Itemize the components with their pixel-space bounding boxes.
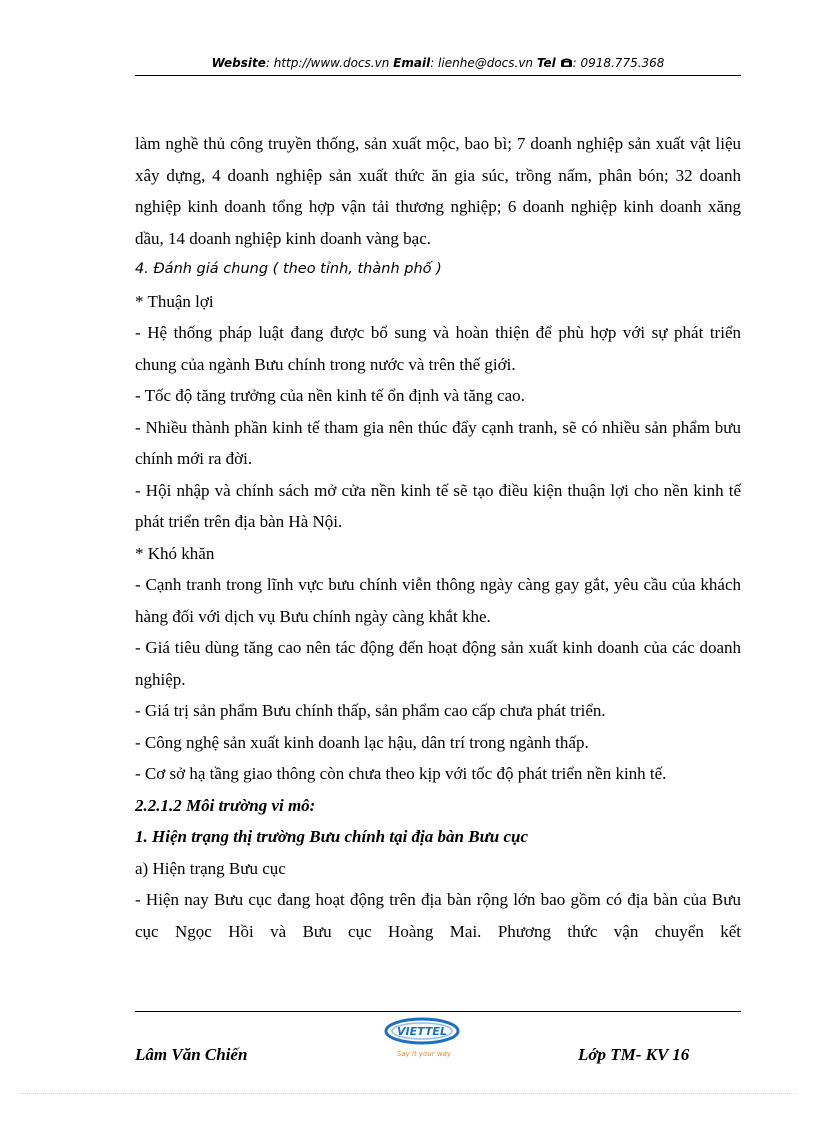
viettel-logo	[378, 1016, 470, 1062]
paragraph: - Giá trị sản phẩm Bưu chính thấp, sản phẩm cao cấp chưa phát triển.	[135, 701, 606, 720]
paragraph: - Cạnh tranh trong lĩnh vực bưu chính viễn thông ngày càng gay gắt, yêu cầu của khách hàng đối với dịch vụ Bưu chính ngày càng khắt khe.	[135, 575, 741, 626]
website-value: : http://www.docs.vn	[265, 56, 390, 70]
subheading: * Thuận lợi	[135, 291, 214, 311]
body-text	[135, 128, 741, 947]
logo-slogan: Say it your way	[396, 1050, 452, 1058]
paragraph: - Giá tiêu dùng tăng cao nên tác động đến hoạt động sản xuất kinh doanh của các doanh nghiệp.	[135, 638, 741, 689]
paragraph: - Công nghệ sản xuất kinh doanh lạc hậu, dân trí trong ngành thấp.	[135, 732, 589, 752]
section-heading: 4. Đánh giá chung ( theo tỉnh, thành phố )	[135, 261, 442, 277]
paragraph: - Hội nhập và chính sách mở cửa nền kinh tế sẽ tạo điều kiện thuận lợi cho nền kinh tế phát triển trên địa bàn Hà Nội.	[135, 480, 741, 531]
section-heading: 1. Hiện trạng thị trường Bưu chính tại địa bàn Bưu cục	[135, 827, 529, 846]
logo-text: VIETTEL	[397, 1025, 447, 1038]
paragraph: - Cơ sở hạ tầng giao thông còn chưa theo kịp với tốc độ phát triển nền kinh tế.	[135, 764, 667, 783]
tel-value: : 0918.775.368	[572, 56, 665, 70]
paragraph: - Nhiều thành phần kinh tế tham gia nên thúc đẩy cạnh tranh, sẽ có nhiều sản phẩm bưu chính mới ra đời.	[135, 417, 741, 468]
website-label: Website	[211, 56, 266, 70]
footer-class: Lớp TM- KV 16	[578, 1045, 690, 1064]
page-bottom-border	[20, 1093, 796, 1094]
subheading: * Khó khăn	[135, 543, 215, 563]
phone-icon	[560, 57, 573, 68]
paragraph: - Hệ thống pháp luật đang được bổ sung và hoàn thiện để phù hợp với sự phát triển chung của ngành Bưu chính trong nước và trên thế giới.	[135, 323, 741, 374]
paragraph: - Hiện nay Bưu cục đang hoạt động trên địa bàn rộng lớn bao gồm có địa bàn của Bưu cục Ngọc Hồi và Bưu cục Hoàng Mai. Phương thức vận chuyển kết	[135, 890, 741, 941]
tel-label: Tel	[536, 56, 556, 70]
paragraph: - Tốc độ tăng trưởng của nền kinh tế ổn định và tăng cao.	[135, 386, 525, 405]
footer-rule	[135, 1011, 741, 1012]
footer-author: Lâm Văn Chiến	[135, 1045, 248, 1064]
header-rule	[135, 75, 741, 76]
paragraph: làm nghề thủ công truyền thống, sản xuất mộc, bao bì; 7 doanh nghiệp sản xuất vật liệu xây dựng, 4 doanh nghiệp sản xuất thức ăn gia súc, trồng nấm, phân bón; 32 doanh nghiệp kinh doanh tổng hợp vận tải thương nghiệp; 6 doanh nghiệp kinh doanh xăng dầu, 14 doanh nghiệp kinh doanh vàng bạc.	[135, 134, 741, 248]
email-value: : lienhe@docs.vn	[430, 56, 534, 70]
email-label: Email	[393, 56, 431, 70]
section-heading: 2.2.1.2 Môi trường vi mô:	[135, 795, 316, 815]
subheading: a) Hiện trạng Bưu cục	[135, 858, 286, 878]
page-header	[135, 56, 741, 70]
